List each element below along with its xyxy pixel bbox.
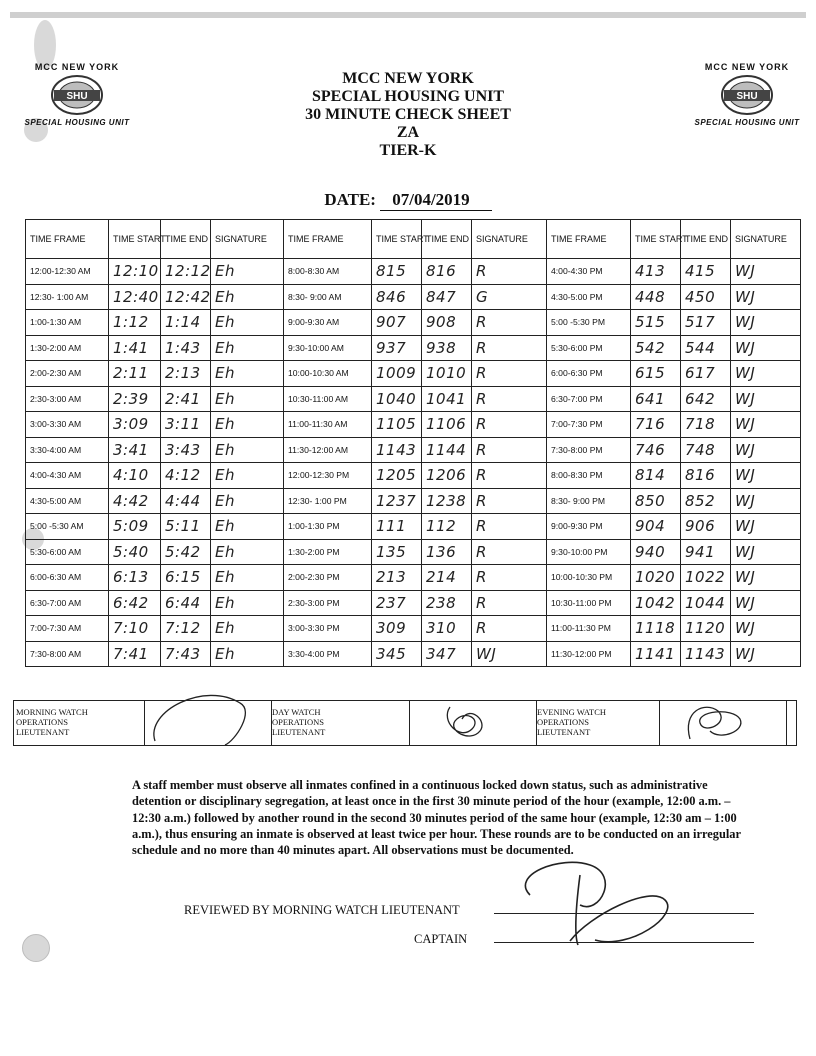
signature-cell: Eh (211, 284, 284, 310)
time-start-cell: 309 (372, 616, 422, 642)
signature-cell: Eh (211, 488, 284, 514)
time-end-cell: 1143 (681, 641, 731, 667)
time-start-cell: 937 (372, 335, 422, 361)
signature-cell: R (472, 514, 547, 540)
signature-cell: Eh (211, 539, 284, 565)
time-frame-cell: 9:30-10:00 AM (284, 335, 372, 361)
column-header: SIGNATURE (731, 220, 801, 259)
time-end-cell: 450 (681, 284, 731, 310)
signature-cell: R (472, 488, 547, 514)
time-end-cell: 12:12 (161, 259, 211, 285)
check-sheet-table (25, 219, 801, 667)
seal-top-text: MCC NEW YORK (704, 62, 790, 72)
time-frame-cell: 1:00-1:30 PM (284, 514, 372, 540)
evening-watch-label: EVENING WATCH OPERATIONS LIEUTENANT (537, 707, 607, 737)
time-start-cell: 7:41 (109, 641, 161, 667)
time-end-cell: 238 (422, 590, 472, 616)
time-end-cell: 3:11 (161, 412, 211, 438)
signature-cell: WJ (731, 310, 801, 336)
time-end-cell: 816 (681, 463, 731, 489)
time-start-cell: 345 (372, 641, 422, 667)
time-start-cell: 12:10 (109, 259, 161, 285)
header-line: ZA (396, 124, 420, 141)
signature-cell: R (472, 361, 547, 387)
time-start-cell: 1141 (631, 641, 681, 667)
time-frame-cell: 2:30-3:00 PM (284, 590, 372, 616)
column-header: SIGNATURE (472, 220, 547, 259)
time-frame-cell: 7:30-8:00 PM (547, 437, 631, 463)
signature-cell: WJ (731, 488, 801, 514)
time-start-cell: 615 (631, 361, 681, 387)
reviewer-handwritten-signature (500, 855, 700, 955)
table-row (26, 590, 801, 616)
time-end-cell: 517 (681, 310, 731, 336)
time-frame-cell: 11:00-11:30 AM (284, 412, 372, 438)
time-start-cell: 716 (631, 412, 681, 438)
time-frame-cell: 5:30-6:00 PM (547, 335, 631, 361)
time-end-cell: 7:12 (161, 616, 211, 642)
signature-cell: WJ (731, 284, 801, 310)
morning-watch-signature-box (144, 701, 272, 745)
header-line: TIER-K (379, 142, 437, 159)
time-frame-cell: 3:30-4:00 PM (284, 641, 372, 667)
time-end-cell: 1010 (422, 361, 472, 387)
time-frame-cell: 7:00-7:30 AM (26, 616, 109, 642)
instructions-paragraph: A staff member must observe all inmates confined in a continuous locked down status, such as administrative detention or disciplinary segregation, at least once in the first 30 minute period of the hour (example, 12:00 a.m. – 12:30 a.m.) followed by another round in the second 30 minutes period of the same hour (example, 12:30 am – 1:00 a.m.), thus ensuring an inmate is observed at least twice per hour. These rounds are to be conducted on an irregular schedule and no more than 40 minutes apart. All observations must be documented. (132, 778, 741, 858)
column-header: TIME FRAME (26, 220, 109, 259)
day-watch-label: DAY WATCH OPERATIONS LIEUTENANT (272, 707, 326, 737)
column-header: TIME END (681, 220, 731, 259)
time-frame-cell: 11:30-12:00 AM (284, 437, 372, 463)
time-end-cell: 906 (681, 514, 731, 540)
column-header: TIME START (631, 220, 681, 259)
signature-cell: Eh (211, 590, 284, 616)
time-start-cell: 2:11 (109, 361, 161, 387)
time-frame-cell: 1:30-2:00 PM (284, 539, 372, 565)
signature-cell: WJ (731, 590, 801, 616)
signature-cell: Eh (211, 259, 284, 285)
time-end-cell: 847 (422, 284, 472, 310)
time-frame-cell: 10:00-10:30 AM (284, 361, 372, 387)
time-end-cell: 941 (681, 539, 731, 565)
header-line: SPECIAL HOUSING UNIT (311, 88, 505, 105)
time-end-cell: 718 (681, 412, 731, 438)
time-frame-cell: 6:00-6:30 PM (547, 361, 631, 387)
signature-cell: Eh (211, 335, 284, 361)
signature-cell: WJ (731, 437, 801, 463)
time-end-cell: 852 (681, 488, 731, 514)
time-end-cell: 816 (422, 259, 472, 285)
time-frame-cell: 6:30-7:00 PM (547, 386, 631, 412)
table-row (26, 412, 801, 438)
signature-cell: Eh (211, 310, 284, 336)
signature-cell: R (472, 463, 547, 489)
column-header: TIME START (109, 220, 161, 259)
time-frame-cell: 5:30-6:00 AM (26, 539, 109, 565)
table-header-row (26, 220, 801, 259)
time-frame-cell: 11:00-11:30 PM (547, 616, 631, 642)
date-row (0, 190, 816, 211)
time-end-cell: 544 (681, 335, 731, 361)
time-frame-cell: 9:00-9:30 PM (547, 514, 631, 540)
seal-bottom-text: SPECIAL HOUSING UNIT (694, 118, 800, 127)
time-end-cell: 2:41 (161, 386, 211, 412)
time-start-cell: 3:41 (109, 437, 161, 463)
time-end-cell: 6:15 (161, 565, 211, 591)
table-row (26, 310, 801, 336)
time-frame-cell: 10:00-10:30 PM (547, 565, 631, 591)
time-start-cell: 1020 (631, 565, 681, 591)
time-frame-cell: 5:00 -5:30 PM (547, 310, 631, 336)
table-row (26, 641, 801, 667)
time-end-cell: 2:13 (161, 361, 211, 387)
time-start-cell: 213 (372, 565, 422, 591)
signature-cell: WJ (731, 259, 801, 285)
time-start-cell: 515 (631, 310, 681, 336)
signature-cell: R (472, 437, 547, 463)
time-frame-cell: 1:00-1:30 AM (26, 310, 109, 336)
signature-cell: R (472, 412, 547, 438)
time-start-cell: 135 (372, 539, 422, 565)
signature-cell: WJ (731, 616, 801, 642)
time-frame-cell: 2:30-3:00 AM (26, 386, 109, 412)
handwritten-signature (410, 701, 536, 745)
time-frame-cell: 12:30- 1:00 AM (26, 284, 109, 310)
time-start-cell: 1105 (372, 412, 422, 438)
day-watch-signature-box (409, 701, 537, 745)
table-row (26, 565, 801, 591)
time-start-cell: 1042 (631, 590, 681, 616)
time-start-cell: 4:42 (109, 488, 161, 514)
time-end-cell: 347 (422, 641, 472, 667)
time-end-cell: 5:11 (161, 514, 211, 540)
time-end-cell: 642 (681, 386, 731, 412)
signature-cell: WJ (731, 514, 801, 540)
time-end-cell: 136 (422, 539, 472, 565)
signature-cell: WJ (731, 565, 801, 591)
table-row (26, 335, 801, 361)
handwritten-signature (660, 701, 786, 745)
time-frame-cell: 7:30-8:00 AM (26, 641, 109, 667)
time-start-cell: 850 (631, 488, 681, 514)
signature-cell: R (472, 335, 547, 361)
signature-cell: Eh (211, 361, 284, 387)
time-start-cell: 1205 (372, 463, 422, 489)
time-end-cell: 617 (681, 361, 731, 387)
time-frame-cell: 3:30-4:00 AM (26, 437, 109, 463)
time-end-cell: 5:42 (161, 539, 211, 565)
time-start-cell: 4:10 (109, 463, 161, 489)
column-header: TIME START (372, 220, 422, 259)
table-row (26, 437, 801, 463)
time-frame-cell: 4:00-4:30 AM (26, 463, 109, 489)
time-start-cell: 746 (631, 437, 681, 463)
date-label: DATE: (324, 190, 376, 209)
signature-cell: Eh (211, 386, 284, 412)
signature-cell: WJ (731, 335, 801, 361)
punch-hole-icon (22, 934, 50, 962)
signature-cell: Eh (211, 463, 284, 489)
column-header: TIME END (161, 220, 211, 259)
signature-cell: WJ (731, 361, 801, 387)
scan-top-edge (10, 12, 806, 18)
time-end-cell: 112 (422, 514, 472, 540)
time-end-cell: 3:43 (161, 437, 211, 463)
header-line: 30 MINUTE CHECK SHEET (305, 106, 511, 123)
time-start-cell: 1009 (372, 361, 422, 387)
time-start-cell: 6:42 (109, 590, 161, 616)
time-start-cell: 5:09 (109, 514, 161, 540)
signature-cell: WJ (731, 386, 801, 412)
time-frame-cell: 3:00-3:30 AM (26, 412, 109, 438)
signature-cell: R (472, 539, 547, 565)
time-frame-cell: 9:00-9:30 AM (284, 310, 372, 336)
column-header: TIME FRAME (547, 220, 631, 259)
time-frame-cell: 4:30-5:00 AM (26, 488, 109, 514)
date-value: 07/04/2019 (380, 190, 491, 211)
time-start-cell: 3:09 (109, 412, 161, 438)
signature-cell: WJ (731, 641, 801, 667)
time-start-cell: 12:40 (109, 284, 161, 310)
time-start-cell: 907 (372, 310, 422, 336)
reviewed-label: REVIEWED BY MORNING WATCH LIEUTENANT (184, 903, 460, 917)
table-row (26, 284, 801, 310)
signature-cell: WJ (472, 641, 547, 667)
time-start-cell: 1237 (372, 488, 422, 514)
time-start-cell: 542 (631, 335, 681, 361)
document-header (0, 70, 816, 160)
time-start-cell: 940 (631, 539, 681, 565)
time-start-cell: 641 (631, 386, 681, 412)
signature-cell: R (472, 616, 547, 642)
handwritten-signature (145, 701, 271, 745)
time-start-cell: 448 (631, 284, 681, 310)
time-end-cell: 908 (422, 310, 472, 336)
time-end-cell: 1206 (422, 463, 472, 489)
signature-cell: Eh (211, 437, 284, 463)
signature-cell: R (472, 310, 547, 336)
time-start-cell: 111 (372, 514, 422, 540)
time-frame-cell: 12:00-12:30 AM (26, 259, 109, 285)
column-header: TIME FRAME (284, 220, 372, 259)
time-end-cell: 1022 (681, 565, 731, 591)
time-frame-cell: 1:30-2:00 AM (26, 335, 109, 361)
time-start-cell: 814 (631, 463, 681, 489)
time-end-cell: 1238 (422, 488, 472, 514)
signature-cell: Eh (211, 412, 284, 438)
time-start-cell: 904 (631, 514, 681, 540)
table-row (26, 386, 801, 412)
time-frame-cell: 8:30- 9:00 AM (284, 284, 372, 310)
time-frame-cell: 8:00-8:30 AM (284, 259, 372, 285)
time-end-cell: 12:42 (161, 284, 211, 310)
signature-cell: R (472, 259, 547, 285)
signature-cell: R (472, 590, 547, 616)
time-frame-cell: 4:00-4:30 PM (547, 259, 631, 285)
time-start-cell: 237 (372, 590, 422, 616)
time-end-cell: 1:14 (161, 310, 211, 336)
time-start-cell: 815 (372, 259, 422, 285)
time-start-cell: 1:41 (109, 335, 161, 361)
signature-cell: Eh (211, 514, 284, 540)
time-end-cell: 938 (422, 335, 472, 361)
time-start-cell: 2:39 (109, 386, 161, 412)
time-start-cell: 1:12 (109, 310, 161, 336)
time-frame-cell: 8:30- 9:00 PM (547, 488, 631, 514)
watch-lieutenant-row (13, 700, 797, 746)
morning-watch-label: MORNING WATCH OPERATIONS LIEUTENANT (16, 707, 88, 737)
seal-top-text: MCC NEW YORK (34, 62, 120, 72)
seal-center-text: SHU (736, 91, 758, 102)
time-start-cell: 413 (631, 259, 681, 285)
time-start-cell: 5:40 (109, 539, 161, 565)
time-frame-cell: 6:30-7:00 AM (26, 590, 109, 616)
column-header: TIME END (422, 220, 472, 259)
time-start-cell: 1143 (372, 437, 422, 463)
time-frame-cell: 5:00 -5:30 AM (26, 514, 109, 540)
signature-cell: Eh (211, 641, 284, 667)
time-end-cell: 4:12 (161, 463, 211, 489)
time-end-cell: 4:44 (161, 488, 211, 514)
signature-cell: G (472, 284, 547, 310)
table-row (26, 361, 801, 387)
time-end-cell: 1144 (422, 437, 472, 463)
table-row (26, 539, 801, 565)
signature-cell: WJ (731, 412, 801, 438)
table-row (26, 488, 801, 514)
signature-cell: Eh (211, 616, 284, 642)
time-end-cell: 1106 (422, 412, 472, 438)
seal-bottom-text: SPECIAL HOUSING UNIT (24, 118, 130, 127)
table-row (26, 259, 801, 285)
time-end-cell: 1:43 (161, 335, 211, 361)
time-end-cell: 214 (422, 565, 472, 591)
time-frame-cell: 10:30-11:00 PM (547, 590, 631, 616)
time-end-cell: 1120 (681, 616, 731, 642)
time-frame-cell: 10:30-11:00 AM (284, 386, 372, 412)
time-end-cell: 1044 (681, 590, 731, 616)
time-end-cell: 748 (681, 437, 731, 463)
time-frame-cell: 2:00-2:30 AM (26, 361, 109, 387)
time-frame-cell: 12:00-12:30 PM (284, 463, 372, 489)
header-line: MCC NEW YORK (342, 70, 474, 87)
signature-cell: R (472, 386, 547, 412)
time-end-cell: 7:43 (161, 641, 211, 667)
time-frame-cell: 6:00-6:30 AM (26, 565, 109, 591)
time-start-cell: 846 (372, 284, 422, 310)
time-end-cell: 415 (681, 259, 731, 285)
time-frame-cell: 8:00-8:30 PM (547, 463, 631, 489)
time-frame-cell: 3:00-3:30 PM (284, 616, 372, 642)
time-frame-cell: 11:30-12:00 PM (547, 641, 631, 667)
captain-label: CAPTAIN (414, 932, 468, 946)
time-end-cell: 310 (422, 616, 472, 642)
column-header: SIGNATURE (211, 220, 284, 259)
time-frame-cell: 7:00-7:30 PM (547, 412, 631, 438)
table-row (26, 463, 801, 489)
time-start-cell: 6:13 (109, 565, 161, 591)
signature-cell: R (472, 565, 547, 591)
seal-center-text: SHU (66, 91, 88, 102)
time-frame-cell: 9:30-10:00 PM (547, 539, 631, 565)
signature-cell: Eh (211, 565, 284, 591)
time-frame-cell: 4:30-5:00 PM (547, 284, 631, 310)
signature-cell: WJ (731, 539, 801, 565)
time-end-cell: 1041 (422, 386, 472, 412)
time-start-cell: 1040 (372, 386, 422, 412)
table-row (26, 616, 801, 642)
time-frame-cell: 12:30- 1:00 PM (284, 488, 372, 514)
time-end-cell: 6:44 (161, 590, 211, 616)
time-frame-cell: 2:00-2:30 PM (284, 565, 372, 591)
signature-cell: WJ (731, 463, 801, 489)
table-row (26, 514, 801, 540)
evening-watch-signature-box (659, 701, 787, 745)
time-start-cell: 7:10 (109, 616, 161, 642)
time-start-cell: 1118 (631, 616, 681, 642)
